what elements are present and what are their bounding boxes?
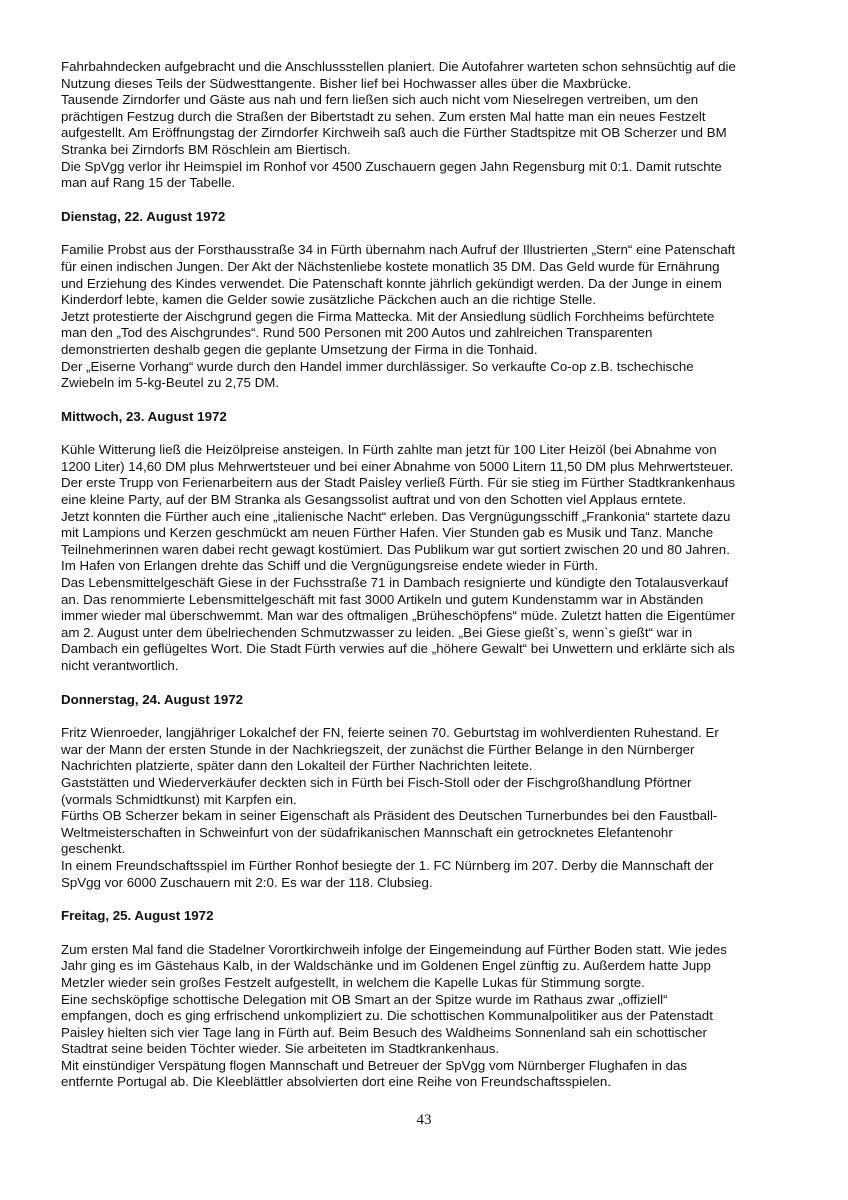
section-heading: Mittwoch, 23. August 1972 (61, 408, 227, 424)
document-body (61, 59, 789, 1091)
paragraph: Kühle Witterung ließ die Heizölpreise ansteigen. In Fürth zahlte man jetzt für 100 Liter Heizöl (bei Abnahme von 1200 Liter) 14,60 DM plus Mehrwertsteuer und bei einer Abnahme von 5000 Litern 11,50 DM plus Mehrwertsteuer. (61, 442, 734, 474)
section-heading: Freitag, 25. August 1972 (61, 908, 214, 924)
paragraph: Eine sechsköpfige schottische Delegation mit OB Smart an der Spitze wurde im Rathaus zwar „offiziell“ empfangen, doch es ging erfrischend unkompliziert zu. Die schottischen Kommunalpolitiker aus der Patenstadt Paisley hielten sich vier Tage lang in Fürth auf. Beim Besuch des Waldheims Sonnenland sah ein schottischer Stadtrat seine beiden Töchter wieder. Sie arbeiteten im Stadtkrankenhaus. (61, 991, 713, 1057)
paragraph: Gaststätten und Wiederverkäufer deckten sich in Fürth bei Fisch-Stoll oder der Fischgroßhandlung Pförtner (vormals Schmidtkunst) mit Karpfen ein. (61, 774, 692, 807)
paragraph: Tausende Zirndorfer und Gäste aus nah und fern ließen sich auch nicht vom Nieselregen vertreiben, um den prächtigen Festzug durch die Straßen der Bibertstadt zu sehen. Zum ersten Mal hatte man ein neues Festzelt aufgestellt. Am Eröffnungstag der Zirndorfer Kirchweih saß auch die Fürther Stadtspitze mit OB Scherzer und BM Stranka bei Zirndorfs BM Röschlein am Biertisch. (61, 92, 727, 157)
section-freitag (61, 908, 789, 1091)
section-mittwoch (61, 409, 789, 675)
section-heading: Donnerstag, 24. August 1972 (61, 691, 244, 707)
intro-block (61, 59, 789, 192)
paragraph: In einem Freundschaftsspiel im Fürther Ronhof besiegte der 1. FC Nürnberg im 207. Derby die Mannschaft der SpVgg vor 6000 Zuschauern mit 2:0. Es war der 118. Clubsieg. (61, 857, 714, 890)
section-dienstag (61, 209, 789, 392)
paragraph: Jetzt konnten die Fürther auch eine „italienische Nacht“ erleben. Das Vergnügungsschiff „Frankonia“ startete dazu mit Lampions und Kerzen geschmückt am neuen Fürther Hafen. Vier Stunden gab es Musik und Tanz. Manche Teilnehmerinnen waren dabei recht gewagt kostümiert. Das Publikum war gut sortiert zwischen 20 und 80 Jahren. Im Hafen von Erlangen drehte das Schiff und die Vergnügungsreise endete wieder in Fürth. (61, 508, 731, 574)
section-donnerstag (61, 692, 789, 892)
paragraph: Fürths OB Scherzer bekam in seiner Eigenschaft als Präsident des Deutschen Turnerbundes bei den Faustball- Weltmeisterschaften in Schweinfurt von der südafrikanischen Mannschaft ein getrocknetes Elefantenohr geschenkt. (61, 808, 718, 857)
paragraph: Fahrbahndecken aufgebracht und die Anschlussstellen planiert. Die Autofahrer warteten schon sehnsüchtig auf die Nutzung dieses Teils der Südwesttangente. Bisher lief bei Hochwasser alles über die Maxbrücke. (61, 59, 736, 91)
paragraph: Der erste Trupp von Ferienarbeitern aus der Stadt Paisley verließ Fürth. Für sie stieg im Fürther Stadtkrankenhaus eine kleine Party, auf der BM Stranka als Gesangssolist auftrat und von den Schotten viel Applaus erntete. (61, 475, 736, 508)
paragraph: Mit einstündiger Verspätung flogen Mannschaft und Betreuer der SpVgg vom Nürnberger Flughafen in das entfernte Portugal ab. Die Kleeblättler absolvierten dort eine Reihe von Freundschaftsspielen. (61, 1057, 688, 1090)
paragraph: Der „Eiserne Vorhang“ wurde durch den Handel immer durchlässiger. So verkaufte Co-op z.B. tschechische Zwiebeln im 5-kg-Beutel zu 2,75 DM. (61, 358, 694, 391)
paragraph: Fritz Wienroeder, langjähriger Lokalchef der FN, feierte seinen 70. Geburtstag im wohlverdienten Ruhestand. Er war der Mann der ersten Stunde in der Nachkriegszeit, der zunächst die Fürther Belange in den Nürnberger Nachrichten platzierte, später dann den Lokalteil der Fürther Nachrichten leitete. (61, 725, 719, 774)
paragraph: Familie Probst aus der Forsthausstraße 34 in Fürth übernahm nach Aufruf der Illustrierten „Stern“ eine Patenschaft für einen indischen Jungen. Der Akt der Nächstenliebe kostete monatlich 35 DM. Das Geld wurde für Ernährung und Erziehung des Kindes verwendet. Die Patenschaft konnte jährlich gekündigt werden. Da der Junge in einem Kinderdorf lebte, kamen die Gelder sowie zusätzliche Päckchen auch an die richtige Stelle. (61, 242, 736, 308)
page-number: 43 (416, 1112, 432, 1128)
paragraph: Das Lebensmittelgeschäft Giese in der Fuchsstraße 71 in Dambach resignierte und kündigte den Totalausverkauf an. Das renommierte Lebensmittelgeschäft mit fast 3000 Artikeln und gutem Kundenstamm war in Abständen immer wieder mal überschwemmt. Man war des oftmaligen „Brüheschöpfens“ müde. Zuletzt hatten die Eigentümer am 2. August unter dem übelriechenden Schmutzwasser zu leiden. „Bei Giese gießt`s, wenn`s gießt“ war in Dambach ein geflügeltes Wort. Die Stadt Fürth verwies auf die „höhere Gewalt“ bei Unwettern und erklärte sich als nicht verantwortlich. (61, 575, 735, 673)
paragraph: Zum ersten Mal fand die Stadelner Vorortkirchweih infolge der Eingemeindung auf Fürther Boden statt. Wie jedes Jahr ging es im Gästehaus Kalb, in der Waldschänke und im Goldenen Engel zünftig zu. Außerdem hatte Jupp Metzler wieder sein großes Festzelt aufgestellt, in welchem die Kapelle Lukas für Stimmung sorgte. (61, 941, 727, 990)
paragraph: Die SpVgg verlor ihr Heimspiel im Ronhof vor 4500 Zuschauern gegen Jahn Regensburg mit 0:1. Damit rutschte man auf Rang 15 der Tabelle. (61, 158, 722, 191)
paragraph: Jetzt protestierte der Aischgrund gegen die Firma Mattecka. Mit der Ansiedlung südlich Forchheims befürchtete man den „Tod des Aischgrundes“. Rund 500 Personen mit 200 Autos und zahlreichen Transparenten demonstrierten deshalb gegen die geplante Umsetzung der Firma in die Tonhaid. (61, 308, 715, 357)
section-heading: Dienstag, 22. August 1972 (61, 208, 226, 224)
